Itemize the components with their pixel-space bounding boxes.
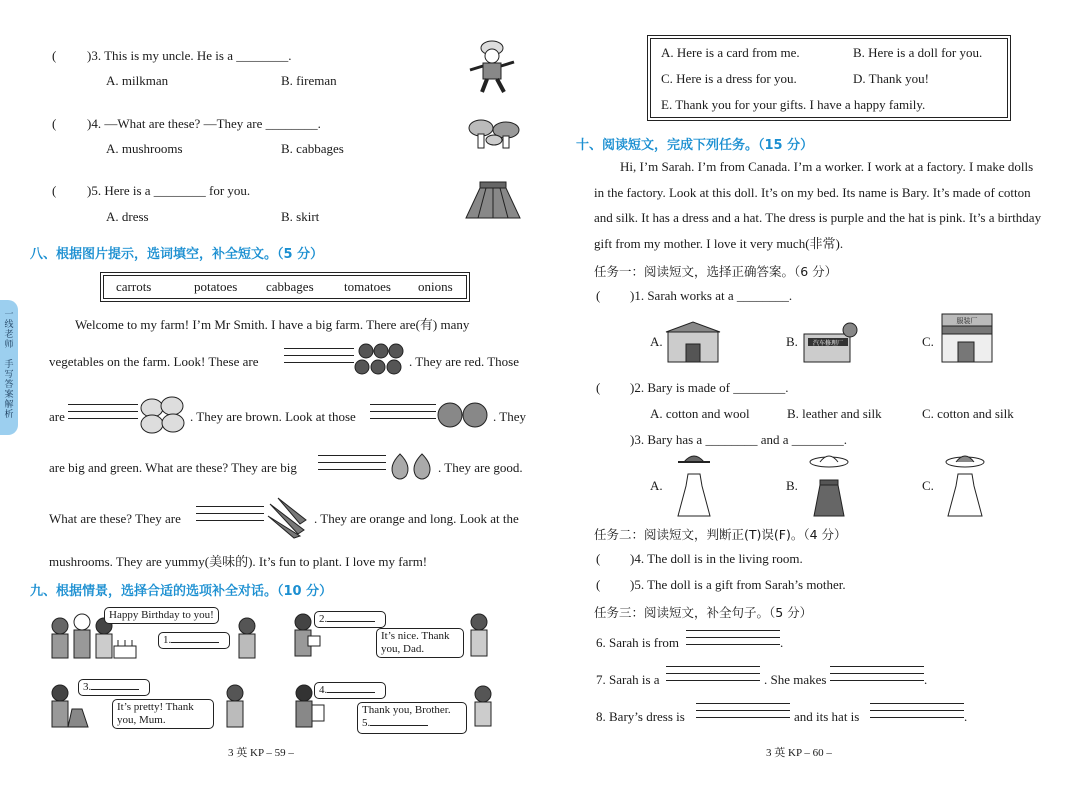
skirt-icon — [462, 180, 524, 222]
t1q1-a-label: A. — [650, 334, 663, 349]
dialog-blank-4[interactable]: 4. — [314, 682, 386, 699]
passage-line-3a: are — [49, 409, 65, 424]
section10-title: 十、阅读短文，完成下列任务。（15 分） — [576, 138, 814, 153]
word-potatoes: potatoes — [194, 279, 238, 294]
task1-title: 任务一：阅读短文，选择正确答案。（6 分） — [594, 264, 838, 279]
clothing-factory-icon — [938, 312, 996, 364]
option-e: E. Thank you for your gifts. I have a happy family. — [661, 97, 926, 112]
car-repair-shop-icon — [800, 320, 860, 364]
hat-and-dress-icon — [944, 450, 986, 520]
right-page-number: 3 英 KP – 60 – — [766, 747, 832, 759]
s8-middle: and its hat is — [794, 709, 860, 724]
t1q3-c-label: C. — [922, 478, 934, 493]
t1q3-text: )3. Bary has a ________ and a ________. — [630, 432, 847, 447]
q5-paren: ( — [52, 183, 57, 198]
t1q1-text: )1. Sarah works at a ________. — [630, 288, 793, 303]
section8-title: 八、根据图片提示，选词填空，补全短文。（5 分） — [30, 247, 324, 262]
s7-blank-1[interactable] — [666, 660, 760, 681]
passage-line-3b: . They are brown. Look at those — [190, 409, 356, 424]
s8-blank-1[interactable] — [696, 697, 790, 718]
shop-sign-b: 汽车修理厂 — [812, 340, 844, 347]
reading-line-2: in the factory. Look at this doll. It’s on my bed. Its name is Bary. It’s made of cotton — [594, 185, 1031, 200]
t2q5-paren: ( — [596, 577, 601, 592]
carrots-icon — [264, 494, 310, 540]
option-a: A. Here is a card from me. — [661, 45, 800, 60]
girl-2-icon — [220, 683, 250, 731]
q3-option-b: B. fireman — [281, 73, 337, 88]
q4-paren: ( — [52, 116, 57, 131]
s8-text: 8. Bary’s dress is — [596, 709, 685, 724]
s6-text: 6. Sarah is from — [596, 635, 680, 650]
passage-line-6: mushrooms. They are yummy(美味的). It’s fun to plant. I love my farm! — [49, 554, 428, 569]
bubble-its-pretty: It’s pretty! Thank you, Mum. — [112, 699, 214, 729]
t1q2-text: )2. Bary is made of ________. — [630, 380, 789, 395]
t1q3-a-label: A. — [650, 478, 663, 493]
q5-option-b: B. skirt — [281, 209, 320, 224]
t1q2-option-a: A. cotton and wool — [650, 406, 750, 421]
onions-icon — [386, 450, 438, 482]
q4-option-b: B. cabbages — [281, 141, 344, 156]
passage-line-2b: . They are red. Those — [409, 354, 519, 369]
side-tab — [0, 300, 18, 435]
potatoes-icon — [138, 394, 188, 436]
mushrooms-icon — [466, 116, 522, 152]
bubble-happy-birthday: Happy Birthday to you! — [104, 607, 219, 624]
passage-line-1: Welcome to my farm! I’m Mr Smith. I have a big farm. There are(有) many — [75, 317, 470, 332]
dialog-blank-5-label: 5. — [362, 717, 371, 729]
option-c: C. Here is a dress for you. — [661, 71, 797, 86]
dialog-blank-5[interactable] — [370, 725, 428, 726]
girl-icon — [232, 616, 262, 660]
tomatoes-icon — [354, 342, 406, 378]
option-d: D. Thank you! — [853, 71, 929, 86]
passage-line-2a: vegetables on the farm. Look! These are — [49, 354, 259, 369]
blank-onions[interactable] — [318, 449, 386, 470]
t2q4-text: )4. The doll is in the living room. — [630, 551, 803, 566]
task2-title: 任务二：阅读短文，判断正(T)误(F)。（4 分） — [594, 527, 847, 542]
side-tab-bottom: 手写答案解析 — [4, 360, 14, 420]
reading-line-4: gift from my mother. I love it very much(非常). — [594, 236, 844, 251]
daughter-icon — [464, 612, 494, 660]
q5-text: )5. Here is a ________ for you. — [87, 183, 251, 198]
passage-line-4b: . They are good. — [438, 460, 523, 475]
blank-cabbages[interactable] — [370, 398, 436, 419]
word-bank — [103, 275, 467, 299]
farm-building-icon — [664, 320, 722, 364]
q3-paren: ( — [52, 48, 57, 63]
word-carrots: carrots — [116, 279, 152, 294]
dialog-blank-1[interactable]: 1. — [158, 632, 230, 649]
fireman-icon — [462, 38, 520, 94]
q3-option-a: A. milkman — [106, 73, 169, 88]
bubble-its-nice: It’s nice. Thank you, Dad. — [376, 628, 464, 658]
blank-potatoes[interactable] — [68, 398, 138, 419]
sister-icon — [468, 684, 498, 730]
blank-carrots[interactable] — [196, 500, 264, 521]
t1q3-b-label: B. — [786, 478, 798, 493]
s6-end: . — [780, 635, 784, 650]
q4-text: )4. —What are these? —They are ________. — [87, 116, 321, 131]
blank-tomatoes[interactable] — [284, 342, 354, 363]
s7-text: 7. Sarah is a — [596, 672, 660, 687]
t2q5-text: )5. The doll is a gift from Sarah’s mother. — [630, 577, 846, 592]
t1q2-option-b: B. leather and silk — [787, 406, 882, 421]
passage-line-5a: What are these? They are — [49, 511, 181, 526]
t1q1-b-label: B. — [786, 334, 798, 349]
s8-end: . — [964, 709, 968, 724]
word-cabbages: cabbages — [266, 279, 314, 294]
option-b: B. Here is a doll for you. — [853, 45, 983, 60]
word-tomatoes: tomatoes — [344, 279, 391, 294]
s7-blank-2[interactable] — [830, 660, 924, 681]
word-onions: onions — [418, 279, 453, 294]
left-page-number: 3 英 KP – 59 – — [228, 747, 294, 759]
s7-middle: . She makes — [764, 672, 827, 687]
passage-line-4a: are big and green. What are these? They are big — [49, 460, 297, 475]
dialog-blank-2[interactable]: 2. — [314, 611, 386, 628]
t1q1-c-label: C. — [922, 334, 934, 349]
section9-title: 九、根据情景，选择合适的选项补全对话。（10 分） — [30, 584, 333, 599]
hat-and-skirt-icon — [808, 450, 850, 520]
q5-option-a: A. dress — [106, 209, 149, 224]
s6-blank[interactable] — [686, 624, 780, 645]
dialog-blank-3[interactable]: 3. — [78, 679, 150, 696]
cabbages-icon — [436, 400, 490, 430]
s8-blank-2[interactable] — [870, 697, 964, 718]
shop-sign-c: 服装厂 — [956, 317, 978, 325]
t1q2-option-c: C. cotton and silk — [922, 406, 1014, 421]
reading-line-3: and silk. It has a dress and a hat. The dress is purple and the hat is pink. It’s a birthday — [594, 210, 1042, 225]
bubble-thank-you-brother: Thank you, Brother. 5. — [357, 702, 467, 734]
t2q4-paren: ( — [596, 551, 601, 566]
q3-text: )3. This is my uncle. He is a ________. — [87, 48, 292, 63]
q4-option-a: A. mushrooms — [106, 141, 183, 156]
reading-line-1: Hi, I’m Sarah. I’m from Canada. I’m a worker. I work at a factory. I make dolls — [620, 159, 1034, 174]
passage-line-5b: . They are orange and long. Look at the — [314, 511, 519, 526]
dialog-options-box — [650, 38, 1008, 118]
side-tab-top: 一线老师 — [4, 310, 14, 350]
passage-line-3c: . They — [493, 409, 526, 424]
t1q2-paren: ( — [596, 380, 601, 395]
cap-and-dress-icon — [674, 450, 714, 520]
s7-end: . — [924, 672, 928, 687]
t1q1-paren: ( — [596, 288, 601, 303]
task3-title: 任务三：阅读短文，补全句子。（5 分） — [594, 605, 813, 620]
